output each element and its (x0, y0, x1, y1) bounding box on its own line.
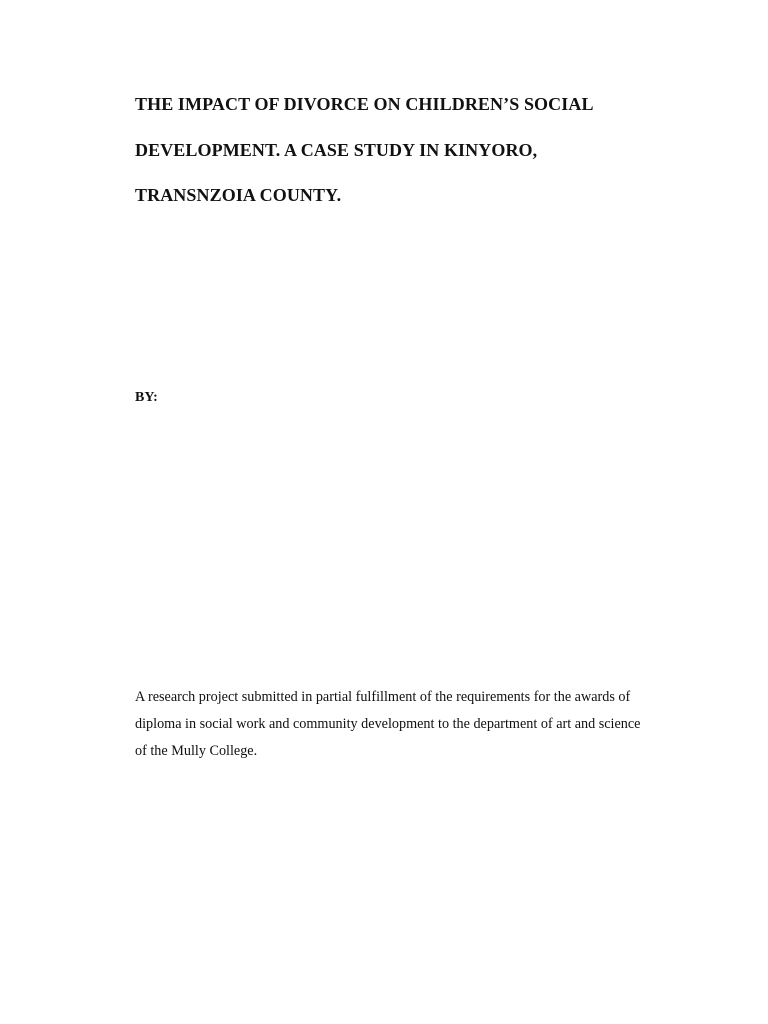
submission-line-1: A research project submitted in partial fulfillment of the requirements for the awards of (135, 689, 631, 705)
title-line-1: THE IMPACT OF DIVORCE ON CHILDREN’S SOCIAL (135, 94, 594, 114)
author-label: BY: (135, 390, 158, 405)
submission-line-3: of the Mully College. (135, 743, 258, 759)
submission-line-2: diploma in social work and community development to the department of art and science (135, 716, 641, 732)
title-line-3: TRANSNZOIA COUNTY. (135, 185, 342, 205)
title-line-2: DEVELOPMENT. A CASE STUDY IN KINYORO, (135, 140, 538, 160)
